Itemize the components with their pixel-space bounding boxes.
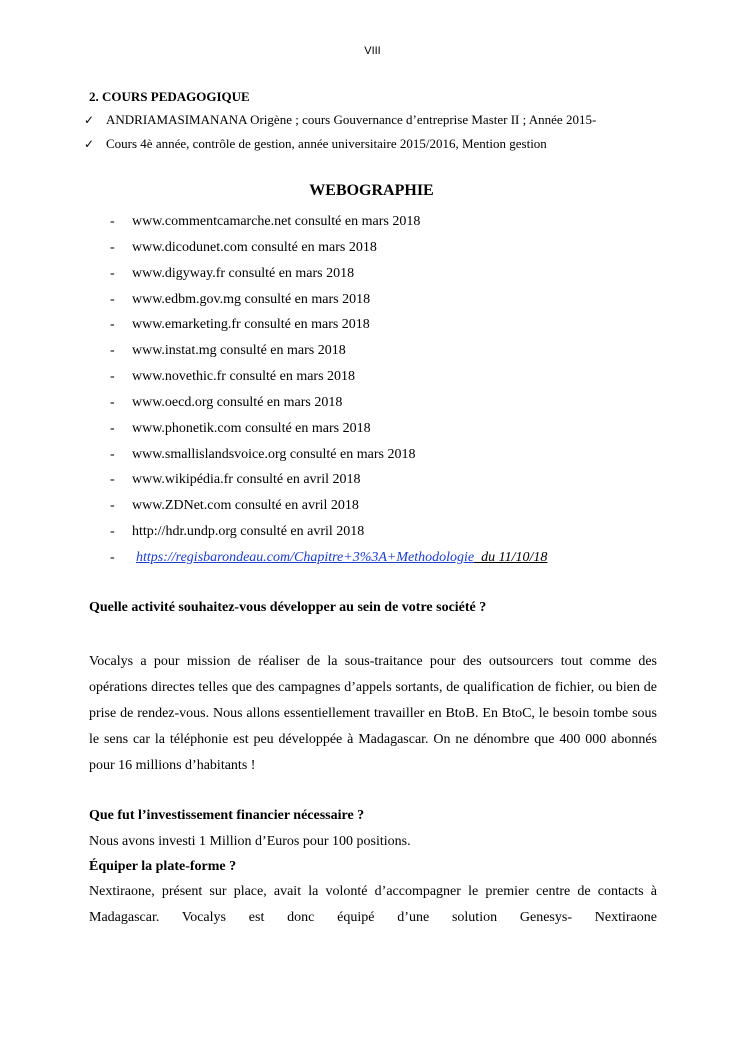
list-item (110, 393, 547, 419)
list-item-text: www.emarketing.fr consulté en mars 2018 (132, 317, 370, 333)
list-item-text: www.dicodunet.com consulté en mars 2018 (132, 239, 377, 255)
list-item (110, 522, 547, 548)
cours-item-text: ANDRIAMASIMANANA Origène ; cours Gouvernance d’entreprise Master II ; Année 2015- (106, 112, 597, 127)
bullet-dash: - (110, 265, 115, 281)
list-item (110, 315, 547, 341)
question-activite: Quelle activité souhaitez-vous développer au sein de votre société ? (89, 600, 487, 615)
bullet-dash: - (110, 239, 115, 255)
list-item-text: www.instat.mg consulté en mars 2018 (132, 343, 346, 359)
cours-list (84, 111, 596, 159)
webographie-title-text: WEBOGRAPHIE (309, 182, 434, 199)
list-item (110, 341, 547, 367)
bullet-dash: - (110, 369, 115, 385)
answer-investissement: Nous avons investi 1 Million d’Euros pour 100 positions. (89, 834, 411, 849)
webographie-list (110, 212, 547, 574)
list-item (110, 264, 547, 290)
list-item-text: www.edbm.gov.mg consulté en mars 2018 (132, 291, 371, 307)
list-item-text: www.wikipédia.fr consulté en avril 2018 (132, 472, 361, 488)
list-item-text: www.oecd.org consulté en mars 2018 (132, 394, 343, 410)
list-item (110, 367, 547, 393)
list-item (110, 419, 547, 445)
list-item-text: http://hdr.undp.org consulté en avril 2018 (132, 524, 365, 540)
question-investissement: Que fut l’investissement financier nécessaire ? (89, 808, 365, 823)
bullet-dash: - (110, 498, 115, 514)
checkmark-icon: ✓ (84, 137, 95, 151)
list-item (110, 445, 547, 471)
bullet-dash: - (110, 524, 115, 540)
answer-plateforme: Nextiraone, présent sur place, avait la volonté d’accompagner le premier centre de contacts à Madagascar. Vocalys est donc équipé d’une solution Genesys- Nextiraone (89, 884, 657, 925)
list-item-text: www.novethic.fr consulté en mars 2018 (132, 369, 356, 385)
bullet-dash: - (110, 446, 115, 462)
list-item-text: www.commentcamarche.net consulté en mars 2018 (132, 214, 421, 229)
list-item (110, 496, 547, 522)
section-title-cours: 2. COURS PEDAGOGIQUE (89, 89, 250, 104)
list-item (110, 212, 547, 238)
bullet-dash: - (110, 343, 115, 359)
cours-item-text: Cours 4è année, contrôle de gestion, année universitaire 2015/2016, Mention gestion (106, 136, 547, 151)
list-item-text: www.phonetik.com consulté en mars 2018 (132, 420, 371, 436)
webographie-title (0, 182, 745, 200)
bullet-dash: - (110, 549, 115, 565)
bullet-dash: - (110, 317, 115, 333)
list-item-text: www.digyway.fr consulté en mars 2018 (132, 265, 355, 281)
cours-item (84, 111, 596, 135)
link-date: du 11/10/18 (474, 549, 548, 565)
page-number: VIII (364, 45, 381, 57)
question-plateforme: Équiper la plate-forme ? (89, 859, 237, 874)
bullet-dash: - (110, 394, 115, 410)
bullet-dash: - (110, 420, 115, 436)
list-item (110, 470, 547, 496)
list-item-text: www.ZDNet.com consulté en avril 2018 (132, 498, 359, 514)
list-item (110, 238, 547, 264)
list-item (110, 290, 547, 316)
bullet-dash: - (110, 291, 115, 307)
list-item (110, 548, 547, 574)
list-item-text: www.smallislandsvoice.org consulté en mars 2018 (132, 446, 416, 462)
bullet-dash: - (110, 214, 115, 229)
bullet-dash: - (110, 472, 115, 488)
regisbarondeau-link[interactable]: https://regisbarondeau.com/Chapitre+3%3A+Methodologie (136, 549, 475, 565)
answer-activite: Vocalys a pour mission de réaliser de la sous-traitance pour des outsourcers tout comme des opérations directes telles que des campagnes d’appels sortants, de qualification de fichier, ou bien de prise de rendez-vous. Nous allons essentiellement travailler en BtoB. En BtoC, le besoin tombe sous le sens car la téléphonie est peu développée à Madagascar. On ne dénombre que 400 000 abonnés pour 16 millions d’habitants ! (89, 654, 657, 773)
cours-item (84, 135, 596, 159)
checkmark-icon: ✓ (84, 113, 95, 127)
